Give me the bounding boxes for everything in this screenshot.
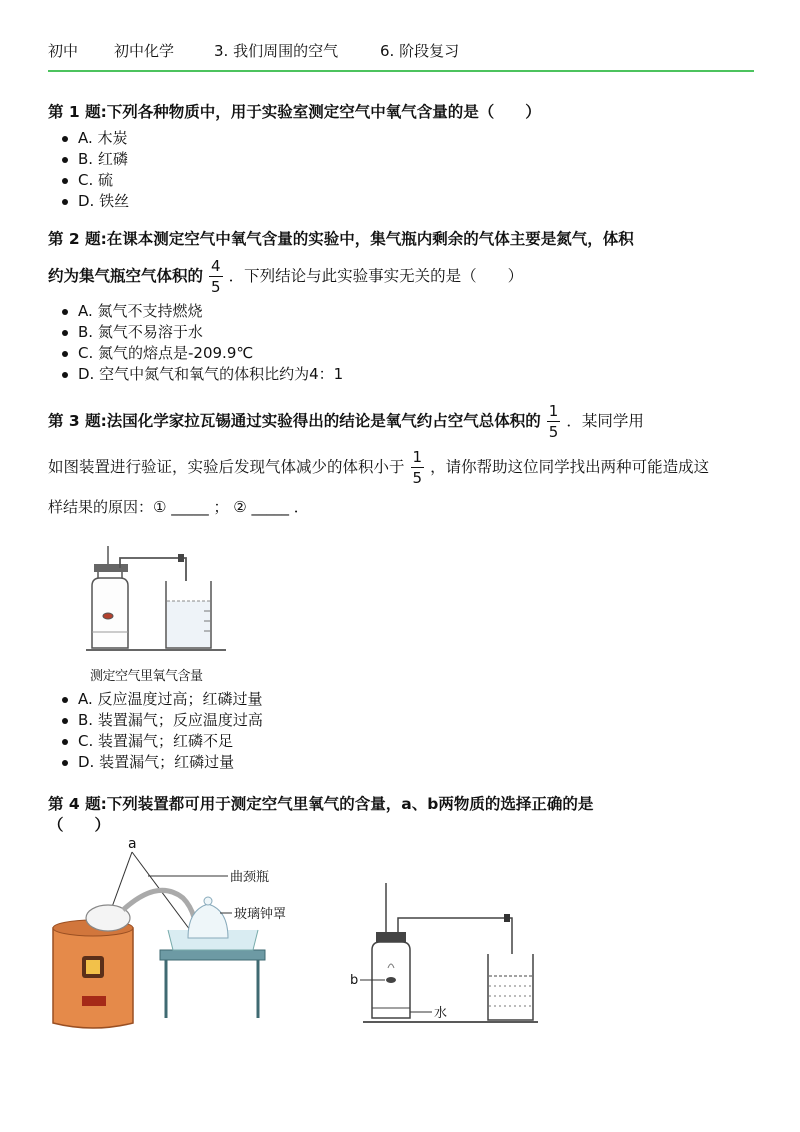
question-2-text-a: 在课本测定空气中氧气含量的实验中，集气瓶内剩余的气体主要是氮气，体积 (106, 230, 634, 248)
breadcrumb-item-level2[interactable]: 初中化学 (114, 42, 175, 60)
question-3-stem (48, 398, 754, 444)
label-b: b (350, 973, 359, 988)
option-d[interactable]: D. 铁丝 (48, 191, 754, 212)
option-c[interactable]: C. 氮气的熔点是-209.9℃ (48, 343, 754, 364)
question-4-text-b: （ ） (48, 816, 111, 834)
question-3 (48, 398, 754, 773)
question-1-options (48, 128, 754, 212)
option-a[interactable]: A. 木炭 (48, 128, 754, 149)
option-b[interactable]: B. 装置漏气；反应温度过高 (48, 710, 754, 731)
fraction-numerator: 4 (211, 257, 221, 275)
option-a[interactable]: A. 反应温度过高；红磷过量 (48, 689, 754, 710)
question-4-text-a: 下列装置都可用于测定空气里氧气的含量，a、b两物质的选择正确的是 (106, 795, 594, 813)
option-b[interactable]: B. 红磷 (48, 149, 754, 170)
fraction-numerator: 1 (548, 402, 559, 420)
figure-lavoisier-apparatus (48, 838, 318, 1038)
question-1-stem (48, 98, 754, 126)
fraction-denominator: 5 (548, 423, 559, 441)
figure-oxygen-apparatus (86, 536, 246, 684)
apparatus-illustration (86, 536, 246, 661)
question-1 (48, 98, 754, 212)
label-water: 水 (434, 1006, 448, 1021)
option-a[interactable]: A. 氮气不支持燃烧 (48, 301, 754, 322)
question-3-blank-line (48, 492, 754, 522)
question-4-label: 第 4 题: (48, 795, 107, 813)
option-c[interactable]: C. 装置漏气；红磷不足 (48, 731, 754, 752)
fraction-four-fifths (209, 256, 223, 297)
fraction-numerator: 1 (412, 448, 423, 466)
question-3-text-c: 如图装置进行验证，实验后发现气体减少的体积小于 (48, 458, 405, 476)
figure-bottle-apparatus (338, 878, 538, 1028)
question-4 (48, 793, 754, 1021)
option-d[interactable]: D. 装置漏气；红磷过量 (48, 752, 754, 773)
label-retort: 曲颈瓶 (230, 870, 270, 885)
breadcrumb-item-level3[interactable]: 3. 我们周围的空气 (214, 42, 339, 60)
question-3-text-b: ．某同学用 (566, 412, 644, 430)
question-1-label: 第 1 题: (48, 103, 107, 121)
question-3-label: 第 3 题: (48, 412, 107, 430)
option-c[interactable]: C. 硫 (48, 170, 754, 191)
option-b[interactable]: B. 氮气不易溶于水 (48, 322, 754, 343)
question-3-text-e[interactable]: 样结果的原因：① _____ ； ② _____ ． (48, 498, 309, 516)
fraction-denominator: 5 (412, 469, 423, 487)
fraction-denominator: 5 (211, 278, 221, 296)
fraction-one-fifth-a (547, 401, 561, 442)
fraction-one-fifth-b (411, 447, 425, 488)
question-4-stem (48, 793, 754, 815)
question-2-stem (48, 225, 754, 253)
figure-caption: 测定空气里氧气含量 (90, 669, 203, 684)
question-3-text-d: ，请你帮助这位同学找出两种可能造成这 (430, 458, 710, 476)
breadcrumb (48, 40, 754, 72)
question-3-stem-line2 (48, 444, 754, 490)
question-3-options (48, 689, 754, 773)
header-divider (48, 70, 754, 72)
question-2-options (48, 301, 754, 385)
question-1-text: 下列各种物质中，用于实验室测定空气中氧气含量的是（ ） (106, 103, 541, 121)
question-3-text-a: 法国化学家拉瓦锡通过实验得出的结论是氧气约占空气总体积的 (106, 412, 541, 430)
question-2 (48, 225, 754, 385)
label-bell-jar: 玻璃钟罩 (234, 907, 287, 922)
question-2-label: 第 2 题: (48, 230, 107, 248)
question-2-text-b: 约为集气瓶空气体积的 (48, 267, 204, 285)
option-d[interactable]: D. 空气中氮气和氧气的体积比约为4：1 (48, 364, 754, 385)
question-4-stem-line2 (48, 815, 754, 835)
breadcrumb-item-level1[interactable]: 初中 (48, 42, 79, 60)
label-a: a (128, 838, 137, 852)
question-2-text-c: ．下列结论与此实验事实无关的是（ ） (228, 267, 524, 285)
breadcrumb-item-level4[interactable]: 6. 阶段复习 (380, 42, 460, 60)
question-2-stem-line2 (48, 253, 754, 299)
